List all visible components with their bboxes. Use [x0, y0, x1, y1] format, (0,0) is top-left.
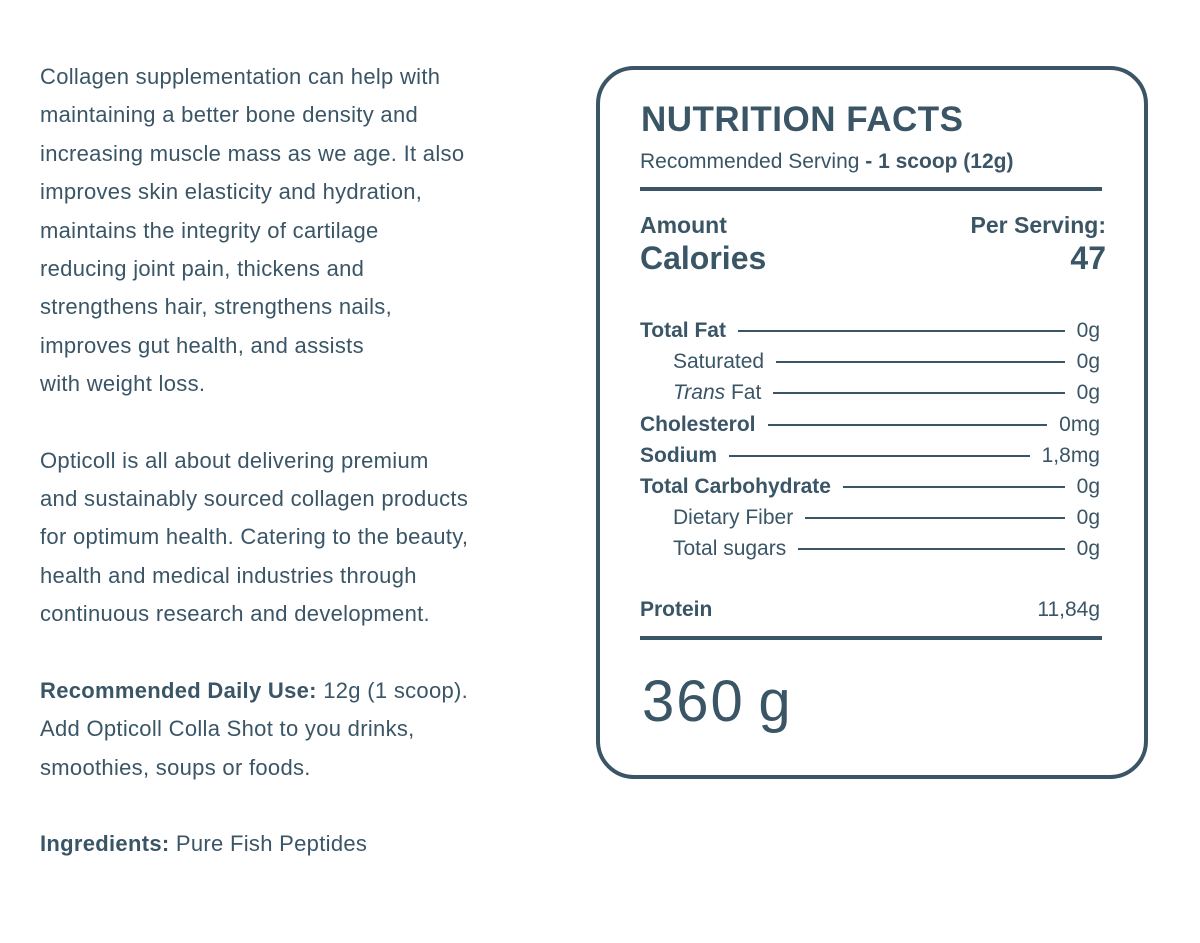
nutrient-label: Saturated	[673, 350, 765, 373]
about-line: health and medical industries through	[40, 562, 417, 588]
about-line: Opticoll is all about delivering premium	[40, 447, 429, 473]
daily-use-label: Recommended Daily Use:	[40, 677, 317, 703]
nutrient-value: 0g	[1076, 381, 1100, 404]
serving-value: - 1 scoop (12g)	[859, 150, 1014, 173]
ingredients-label: Ingredients:	[40, 830, 170, 856]
nutrient-value: 0g	[1076, 319, 1100, 342]
daily-use-line: Add Opticoll Colla Shot to you drinks,	[40, 716, 415, 742]
leader-line	[773, 392, 1064, 394]
nutrient-label: Total sugars	[673, 537, 787, 560]
nutrient-row	[640, 411, 1100, 439]
leader-line	[798, 548, 1064, 550]
ingredients-value: Pure Fish Peptides	[169, 830, 368, 856]
daily-use-line	[40, 672, 580, 710]
nutrient-label-rest: Fat	[725, 381, 762, 404]
protein-label: Protein	[640, 598, 713, 621]
serving-label: Recommended Serving	[640, 150, 860, 173]
nutrient-label	[673, 381, 761, 405]
about-line: continuous research and development.	[40, 601, 430, 627]
nutrient-row	[640, 317, 1100, 345]
daily-use-line: smoothies, soups or foods.	[40, 754, 311, 780]
description-line: maintains the integrity of cartilage	[40, 217, 379, 243]
leader-line	[738, 330, 1065, 332]
nutrient-value: 0mg	[1059, 413, 1100, 436]
calories-label: Calories	[640, 240, 767, 276]
protein-value: 11,84g	[1037, 598, 1100, 621]
serving-size	[640, 150, 1013, 174]
description-line: increasing muscle mass as we age. It also	[40, 140, 465, 166]
nutrient-value: 1,8mg	[1041, 444, 1100, 467]
leader-line	[805, 517, 1064, 519]
nutrient-label: Total Fat	[640, 319, 726, 342]
nutrient-value: 0g	[1076, 475, 1100, 498]
nutrient-value: 0g	[1076, 506, 1100, 529]
leader-line	[768, 424, 1048, 426]
paragraph-gap	[40, 634, 580, 672]
leader-line	[843, 486, 1065, 488]
nutrient-label: Total Carbohydrate	[640, 475, 831, 498]
description-line: improves gut health, and assists	[40, 332, 364, 358]
nutrition-facts-panel	[596, 66, 1148, 779]
nutrition-facts-title: NUTRITION FACTS	[641, 100, 964, 139]
nutrient-row	[673, 504, 1100, 532]
nutrient-label: Cholesterol	[640, 413, 756, 436]
nutrient-row	[640, 442, 1100, 470]
amount-label: Amount	[640, 212, 727, 238]
nutrient-value: 0g	[1076, 537, 1100, 560]
leader-line	[729, 455, 1030, 457]
ingredients-line	[40, 825, 580, 863]
net-weight: 360 g	[642, 669, 793, 734]
about-line: for optimum health. Catering to the beauty,	[40, 524, 469, 550]
daily-use-value: 12g (1 scoop).	[316, 677, 469, 703]
about-line: and sustainably sourced collagen products	[40, 486, 469, 512]
paragraph-gap	[40, 787, 580, 825]
nutrient-label-italic: Trans	[673, 381, 726, 404]
paragraph-gap	[40, 404, 580, 442]
leader-line	[776, 361, 1065, 363]
nutrient-row	[673, 379, 1100, 407]
nutrient-row	[640, 473, 1100, 501]
description-line: Collagen supplementation can help with	[40, 64, 441, 89]
nutrient-row	[673, 535, 1100, 563]
product-description	[40, 58, 580, 863]
description-line: strengthens hair, strengthens nails,	[40, 294, 393, 320]
nutrient-value: 0g	[1076, 350, 1100, 373]
nutrient-label: Sodium	[640, 444, 717, 467]
description-line: reducing joint pain, thickens and	[40, 256, 365, 282]
nutrient-label: Dietary Fiber	[673, 506, 794, 529]
description-line: with weight loss.	[40, 371, 206, 397]
per-serving-label: Per Serving:	[970, 212, 1106, 238]
nutrient-row	[673, 348, 1100, 376]
description-line: maintaining a better bone density and	[40, 102, 419, 128]
divider	[640, 187, 1102, 191]
calories-value: 47	[1070, 240, 1106, 276]
divider	[640, 636, 1102, 640]
description-line: improves skin elasticity and hydration,	[40, 179, 423, 205]
